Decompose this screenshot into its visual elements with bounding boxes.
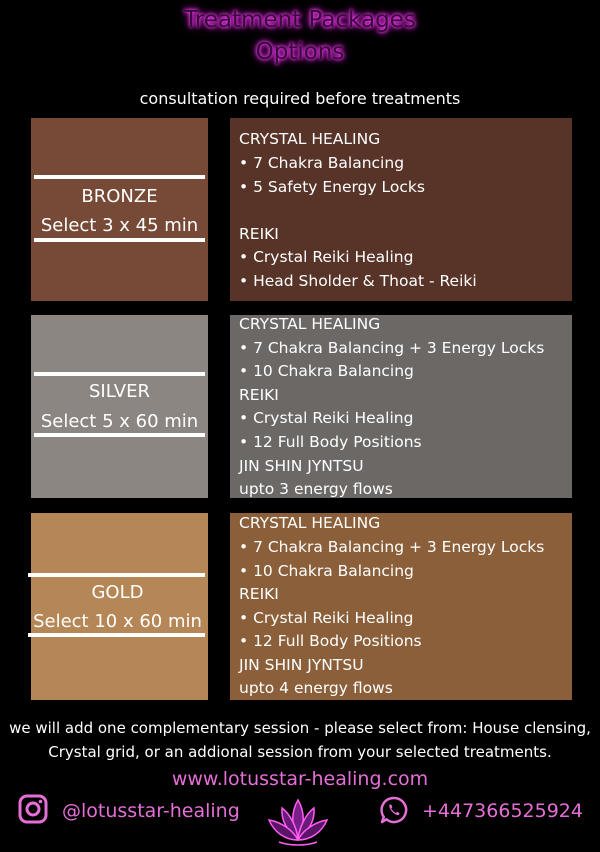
silver-line: CRYSTAL HEALING bbox=[239, 315, 381, 333]
gold-line: upto 4 energy flows bbox=[239, 679, 393, 697]
lotus-logo-icon bbox=[265, 796, 331, 848]
silver-bottom-bar bbox=[34, 433, 205, 437]
gold-line: • 7 Chakra Balancing + 3 Energy Locks bbox=[239, 538, 545, 556]
bronze-line: CRYSTAL HEALING bbox=[239, 130, 381, 148]
bronze-line: • 7 Chakra Balancing bbox=[239, 154, 405, 172]
gold-line: JIN SHIN JYNTSU bbox=[239, 656, 364, 674]
silver-line: upto 3 energy flows bbox=[239, 480, 393, 498]
complementary-line-2: Crystal grid, or an addional session from your selected treatments. bbox=[48, 743, 552, 761]
complementary-line-1: we will add one complementary session - please select from: House clensing, bbox=[9, 719, 591, 737]
whatsapp-icon[interactable] bbox=[380, 796, 408, 824]
bronze-details-box bbox=[230, 118, 572, 301]
silver-line: • 7 Chakra Balancing + 3 Energy Locks bbox=[239, 339, 545, 357]
instagram-icon[interactable] bbox=[18, 794, 48, 824]
silver-line: REIKI bbox=[239, 386, 279, 404]
bronze-top-bar bbox=[34, 175, 205, 179]
bronze-line: • 5 Safety Energy Locks bbox=[239, 178, 425, 196]
gold-line: • 10 Chakra Balancing bbox=[239, 562, 414, 580]
silver-line: JIN SHIN JYNTSU bbox=[239, 457, 364, 475]
gold-bottom-bar bbox=[28, 633, 205, 637]
gold-line: • 12 Full Body Positions bbox=[239, 632, 422, 650]
silver-line: • Crystal Reiki Healing bbox=[239, 409, 414, 427]
gold-name: GOLD bbox=[91, 582, 144, 603]
silver-line: • 10 Chakra Balancing bbox=[239, 362, 414, 380]
gold-details-box bbox=[230, 513, 572, 700]
silver-top-bar bbox=[34, 372, 205, 376]
bronze-line: • Crystal Reiki Healing bbox=[239, 248, 414, 266]
gold-line: • Crystal Reiki Healing bbox=[239, 609, 414, 627]
gold-select: Select 10 x 60 min bbox=[33, 611, 202, 632]
title-line-1: Treatment Packages bbox=[184, 7, 416, 33]
silver-name: SILVER bbox=[89, 381, 150, 402]
bronze-line: • Head Sholder & Thoat - Reiki bbox=[239, 272, 477, 290]
bronze-bottom-bar bbox=[34, 238, 205, 242]
bronze-select: Select 3 x 45 min bbox=[40, 215, 199, 236]
silver-tier-panel bbox=[31, 315, 208, 498]
bronze-tier-panel bbox=[31, 118, 208, 301]
silver-details-box bbox=[230, 315, 572, 498]
bronze-name: BRONZE bbox=[81, 186, 158, 207]
instagram-handle[interactable]: @lotusstar-healing bbox=[62, 800, 240, 822]
subtitle: consultation required before treatments bbox=[139, 89, 461, 108]
title-line-2: Options bbox=[255, 39, 345, 65]
website-link[interactable]: www.lotusstar-healing.com bbox=[171, 768, 429, 790]
gold-top-bar bbox=[28, 573, 205, 577]
gold-line: REIKI bbox=[239, 585, 279, 603]
gold-line: CRYSTAL HEALING bbox=[239, 514, 381, 532]
bronze-line: REIKI bbox=[239, 225, 279, 243]
phone-number[interactable]: +447366525924 bbox=[422, 800, 583, 822]
silver-select: Select 5 x 60 min bbox=[40, 411, 199, 432]
silver-line: • 12 Full Body Positions bbox=[239, 433, 422, 451]
gold-tier-panel bbox=[31, 513, 208, 700]
